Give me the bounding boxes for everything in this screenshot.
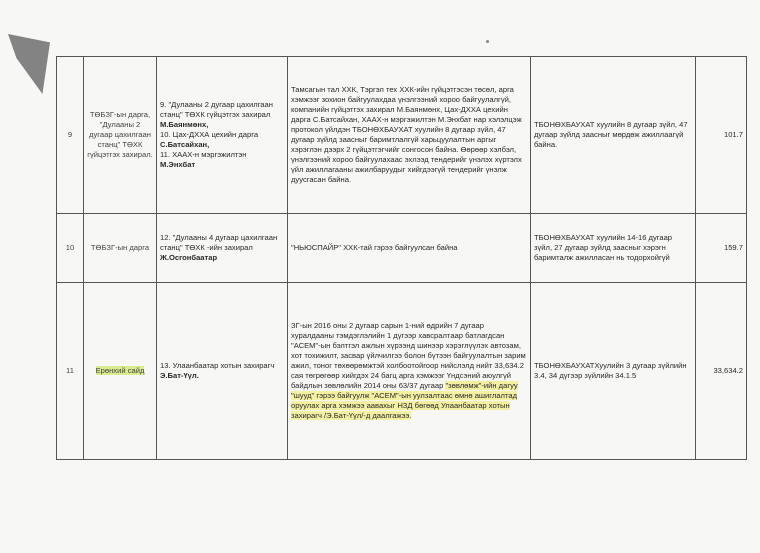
highlighted-finding-text: "зөвлөмж"-ийн дагуу "шууд" гэрээ байгуулж "АСЕМ"-ын уулзалтаас өмнө ашиглалтад оруулах арга хэмжээ аавахыг НЗД бөгөөд Улаанбаатар хотын захирагч /Э.Бат-Үүл/-д даалгажээ. [291,381,518,421]
row-number: 9 [57,57,84,214]
finding-description: "НЬЮСПАЙР" ХХК-тай гэрээ байгуулсан байна [288,214,531,283]
person-line: 13. Улаанбаатар хотын захирагч [160,360,275,370]
finding-description [288,283,531,460]
scan-speck [486,40,489,43]
person-line: 11. ХААХ-н мэргэжилтэн [160,150,247,160]
row-number: 10 [57,214,84,283]
legal-violation: ТБОНӨХБАУХАТ хуулийн 8 дугаар зүйл, 47 дугаар зүйлд заасныг мөрдөж ажиллаагүй байна. [531,57,696,214]
audit-findings-table [56,56,747,460]
person-name: Э.Бат-Үүл. [160,371,199,380]
table-row [57,283,747,460]
amount: 101.7 [696,57,747,214]
responsible-persons [157,214,288,283]
responsible-org [84,283,157,460]
finding-description: Тамсагын тал ХХК, Тэргэл тех ХХК-ийн гүйцэтгэсэн төсөл, арга хэмжээг зохион байгуулахдаа үнэлгээний хороо байгуулалгүй, компанийн гүйцэтгэх захирал М.Баянмөнх, Цах-ДХХА цехийн дарга С.Батсайхан, ХААХ-н мэргэжилтэн М.Энхбат нар хэлэлцэж протокол үйлдэн ТБОНӨХБАУХАТ хуулийн 8 дугаар зүйл, 47 дугаар зүйлд заасныг баримтлалгүй харьцуулалтын аргыг хэрэглэн дээрх 2 гүйцэтгэгчийг сонгосон байна. Өөрөөр хэлбэл, үнэлгээний хороо байгуулахаас эхлээд тендерийг үнэлэх хүртэлх үйл ажиллагааны ажилбаруудыг хийгдээгүй тендерийг үнэлж дуусгасан байна. [288,57,531,214]
person-name: М.Баянмөнх, [160,119,209,129]
scan-corner-shadow [8,34,50,94]
finding-text: ЗГ-ын 2016 оны 2 дугаар сарын 1-ний өдрийн 7 дугаар хуралдааны тэмдэглэлийн 1 дүгээр хавсралтаар батлагдсан "АСЕМ"-ын бэлтгэл ажлын хүрээнд шинээр хэрэглүүлэх автозам, хот тохижилт, засвар үйлчилгээ болон бүтээн байгуулалтын зарим ажил, тоног төхөөрөмжтэй холбоотойгоор нийслэлд нийт 33,634.2 сая төгрөгөөр хийгдэх 24 багц арга хэмжээг Үндсэний аюулгүй байдлын зөвлөлийн 2014 оны 63/37 дугаар [291,320,526,391]
table-row [57,57,747,214]
legal-violation: ТБОНӨХБАУХАТХуулийн 3 дугаар зүйлийн 3.4, 34 дүгээр зүйлийн 34.1.5 [531,283,696,460]
person-line: 12. "Дулааны 4 дугаар цахилгаан станц" ТӨХК -ийн захирал [160,232,278,252]
person-name: М.Энхбат [160,160,196,170]
responsible-persons [157,283,288,460]
highlighted-org: Ерөнхий сайд [95,365,145,375]
person-line: 9. "Дулааны 2 дугаар цахилгаан станц" ТӨХК гүйцэтгэх захирал [160,99,273,119]
person-name: Ж.Осгонбаатар [160,253,218,262]
amount: 33,634.2 [696,283,747,460]
responsible-org: ТӨБЗГ-ын дарга [84,214,157,283]
person-name: С.Батсайхан, [160,140,210,149]
row-number: 11 [57,283,84,460]
responsible-persons [157,57,288,214]
legal-violation: ТБОНӨХБАУХАТ хуулийн 14-16 дугаар зүйл, 27 дугаар зүйлд заасныг хэрэгн баримталж ажилласан нь тодорхойгүй [531,214,696,283]
table-row [57,214,747,283]
responsible-org: ТӨБЗГ-ын дарга, "Дулааны 2 дугаар цахилгаан станц" ТӨХК гүйцэтгэх захирал. [84,57,157,214]
person-line: 10. Цах-ДХХА цехийн дарга [160,129,259,139]
amount: 159.7 [696,214,747,283]
